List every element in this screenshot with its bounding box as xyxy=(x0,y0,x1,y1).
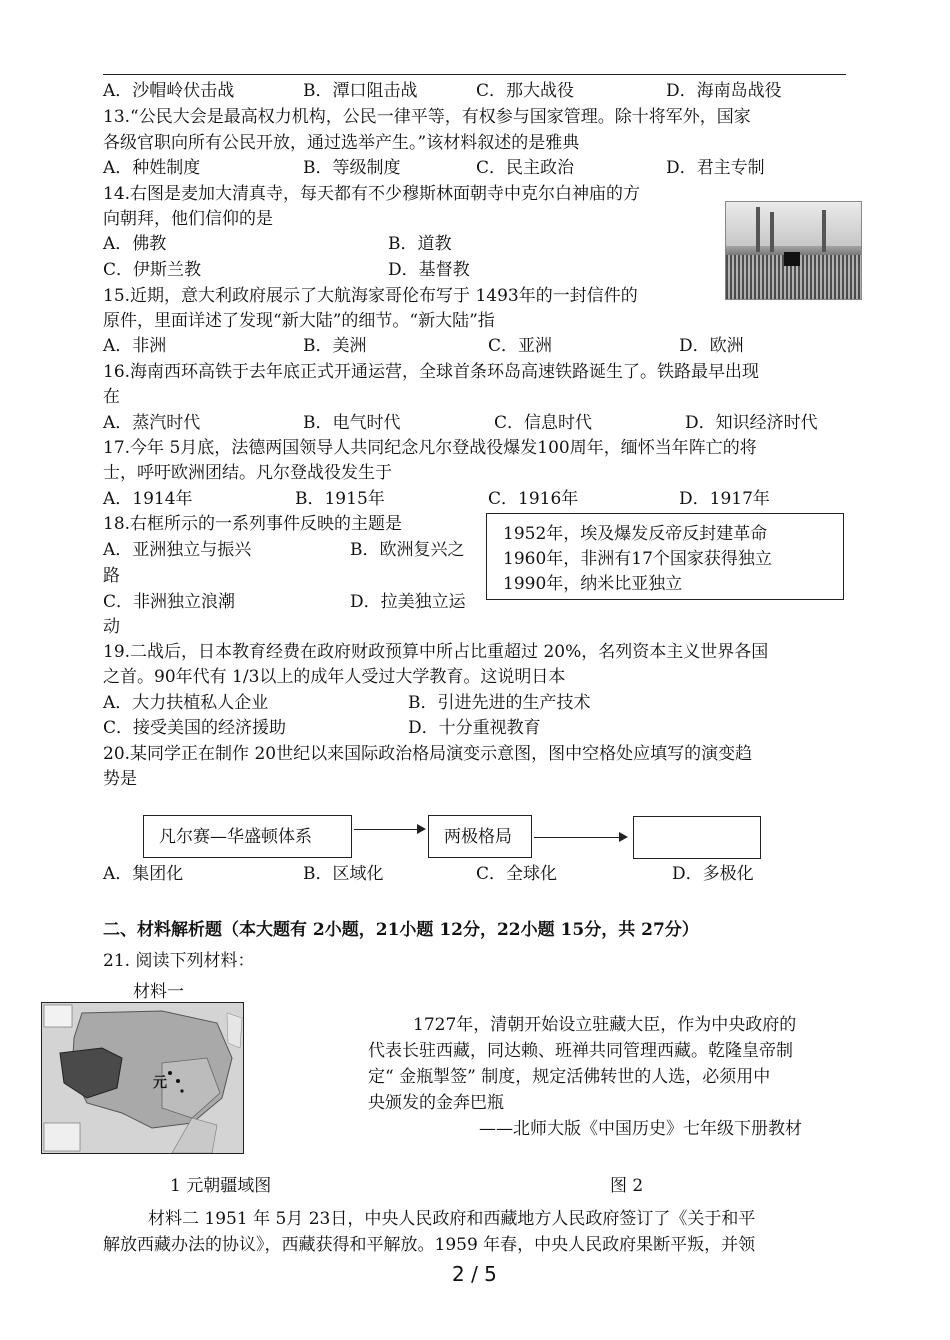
q20-option-b: B．区域化 xyxy=(303,864,384,884)
material-2-line-2: 解放西藏办法的协议》，西藏获得和平解放。1959 年春，中央人民政府果断平叛，并领 xyxy=(103,1235,756,1255)
q16-stem-line-2: 在 xyxy=(103,387,120,407)
q20-option-c: C．全球化 xyxy=(476,864,558,884)
q16-option-a: A．蒸汽时代 xyxy=(103,413,201,433)
q17-option-d: D．1917年 xyxy=(679,489,770,509)
flow-box-2-label: 两极格局 xyxy=(444,827,512,847)
yuan-dynasty-map xyxy=(41,1002,244,1154)
q20-stem-line-2: 势是 xyxy=(103,769,137,789)
q20-stem-line-1: 20.某同学正在制作 20世纪以来国际政治格局演变示意图，图中空格处应填写的演变趋 xyxy=(103,744,753,764)
q14-option-d: D．基督教 xyxy=(388,260,470,280)
q18-option-a: A．亚洲独立与振兴 xyxy=(103,540,252,560)
q19-option-a: A．大力扶植私人企业 xyxy=(103,693,269,713)
flow-box-2 xyxy=(428,815,532,858)
q14-option-c: C．伊斯兰教 xyxy=(103,260,202,280)
q19-option-c: C．接受美国的经济援助 xyxy=(103,718,287,738)
passage-line-4: 央颁发的金奔巴瓶 xyxy=(368,1093,504,1113)
section-2-heading: 二、材料解析题（本大题有 2小题，21小题 12分，22小题 15分，共 27分） xyxy=(103,920,699,940)
passage-source: ——北师大版《中国历史》七年级下册教材 xyxy=(479,1119,802,1139)
q12-option-b: B．潭口阻击战 xyxy=(303,81,418,101)
q14-stem-line-2: 向朝拜，他们信仰的是 xyxy=(103,209,273,229)
flow-arrow-1 xyxy=(354,829,424,830)
top-rule xyxy=(103,74,846,75)
q17-option-b: B．1915年 xyxy=(295,489,385,509)
material-2-line-1: 材料二 1951 年 5月 23日，中央人民政府和西藏地方人民政府签订了《关于和平 xyxy=(148,1209,756,1229)
q16-option-c: C．信息时代 xyxy=(494,413,593,433)
q13-option-a: A．种姓制度 xyxy=(103,158,201,178)
q13-stem-line-1: 13.“公民大会是最高权力机构，公民一律平等，有权参与国家管理。除十将军外，国家 xyxy=(103,107,751,127)
q17-option-a: A．1914年 xyxy=(103,489,193,509)
q18-option-d: D．拉美独立运 xyxy=(350,592,466,612)
q15-option-a: A．非洲 xyxy=(103,336,167,356)
q14-option-b: B．道教 xyxy=(388,234,452,254)
q14-stem-line-1: 14.右图是麦加大清真寺，每天都有不少穆斯林面朝寺中克尔白神庙的方 xyxy=(103,184,641,204)
q17-stem-line-1: 17.今年 5月底，法德两国领导人共同纪念凡尔登战役爆发100周年，缅怀当年阵亡的将 xyxy=(103,438,757,458)
q15-stem-line-1: 15.近期，意大利政府展示了大航海家哥伦布写于 1493年的一封信件的 xyxy=(103,286,638,306)
q18-option-b-cont: 路 xyxy=(103,566,120,586)
q16-option-b: B．电气时代 xyxy=(303,413,401,433)
flow-box-1 xyxy=(143,815,352,858)
map-label-yuan: 元 xyxy=(153,1075,167,1091)
q18-box-line-2: 1960年，非洲有17个国家获得独立 xyxy=(503,549,772,569)
q18-option-b: B．欧洲复兴之 xyxy=(350,540,465,560)
material-1-label: 材料一 xyxy=(133,982,184,1002)
q18-events-box xyxy=(486,513,844,600)
passage-line-3: 定“ 金瓶掣签” 制度，规定活佛转世的人选，必须用中 xyxy=(368,1067,771,1087)
q15-option-c: C．亚洲 xyxy=(488,336,553,356)
q13-option-d: D．君主专制 xyxy=(666,158,765,178)
q12-option-c: C．那大战役 xyxy=(476,81,575,101)
q20-option-a: A．集团化 xyxy=(103,864,184,884)
passage-line-1: 1727年，清朝开始设立驻藏大臣，作为中央政府的 xyxy=(413,1015,797,1035)
q17-option-c: C．1916年 xyxy=(488,489,579,509)
q17-stem-line-2: 士，呼吁欧洲团结。凡尔登战役发生于 xyxy=(103,463,392,483)
q20-option-d: D．多极化 xyxy=(672,864,754,884)
q18-box-line-1: 1952年，埃及爆发反帝反封建革命 xyxy=(503,524,768,544)
q18-stem: 18.右框所示的一系列事件反映的主题是 xyxy=(103,514,403,534)
flow-box-blank xyxy=(633,816,761,859)
q21-stem: 21. 阅读下列材料： xyxy=(103,951,255,971)
q15-stem-line-2: 原件，里面详述了发现“新大陆”的细节。“新大陆”指 xyxy=(103,311,495,331)
passage-line-2: 代表长驻西藏，同达赖、班禅共同管理西藏。乾隆皇帝制 xyxy=(368,1041,793,1061)
q13-option-b: B．等级制度 xyxy=(303,158,401,178)
q13-option-c: C．民主政治 xyxy=(476,158,575,178)
caption-figure-1: 1 元朝疆域图 xyxy=(170,1176,272,1196)
q19-stem-line-1: 19.二战后，日本教育经费在政府财政预算中所占比重超过 20%，名列资本主义世界各国 xyxy=(103,642,769,662)
caption-figure-2: 图 2 xyxy=(610,1176,644,1196)
q15-option-d: D．欧洲 xyxy=(679,336,744,356)
q14-option-a: A．佛教 xyxy=(103,234,167,254)
q12-option-a: A．沙帽岭伏击战 xyxy=(103,81,235,101)
q12-option-d: D．海南岛战役 xyxy=(666,81,782,101)
flow-box-1-label: 凡尔赛—华盛顿体系 xyxy=(159,827,312,847)
q19-option-b: B．引进先进的生产技术 xyxy=(408,693,591,713)
q16-stem-line-1: 16.海南西环高铁于去年底正式开通运营，全球首条环岛高速铁路诞生了。铁路最早出现 xyxy=(103,362,760,382)
q16-option-d: D．知识经济时代 xyxy=(685,413,818,433)
flow-arrow-2 xyxy=(534,837,626,838)
q19-option-d: D．十分重视教育 xyxy=(408,718,541,738)
q18-option-c: C．非洲独立浪潮 xyxy=(103,592,236,612)
q19-stem-line-2: 之首。90年代有 1/3以上的成年人受过大学教育。这说明日本 xyxy=(103,667,566,687)
q13-stem-line-2: 各级官职向所有公民开放，通过选举产生。”该材料叙述的是雅典 xyxy=(103,133,580,153)
mecca-mosque-photo xyxy=(725,201,862,300)
q18-box-line-3: 1990年，纳米比亚独立 xyxy=(503,574,683,594)
q15-option-b: B．美洲 xyxy=(303,336,367,356)
page-number: 2 / 5 xyxy=(452,1262,497,1286)
q18-option-d-cont: 动 xyxy=(103,617,120,637)
